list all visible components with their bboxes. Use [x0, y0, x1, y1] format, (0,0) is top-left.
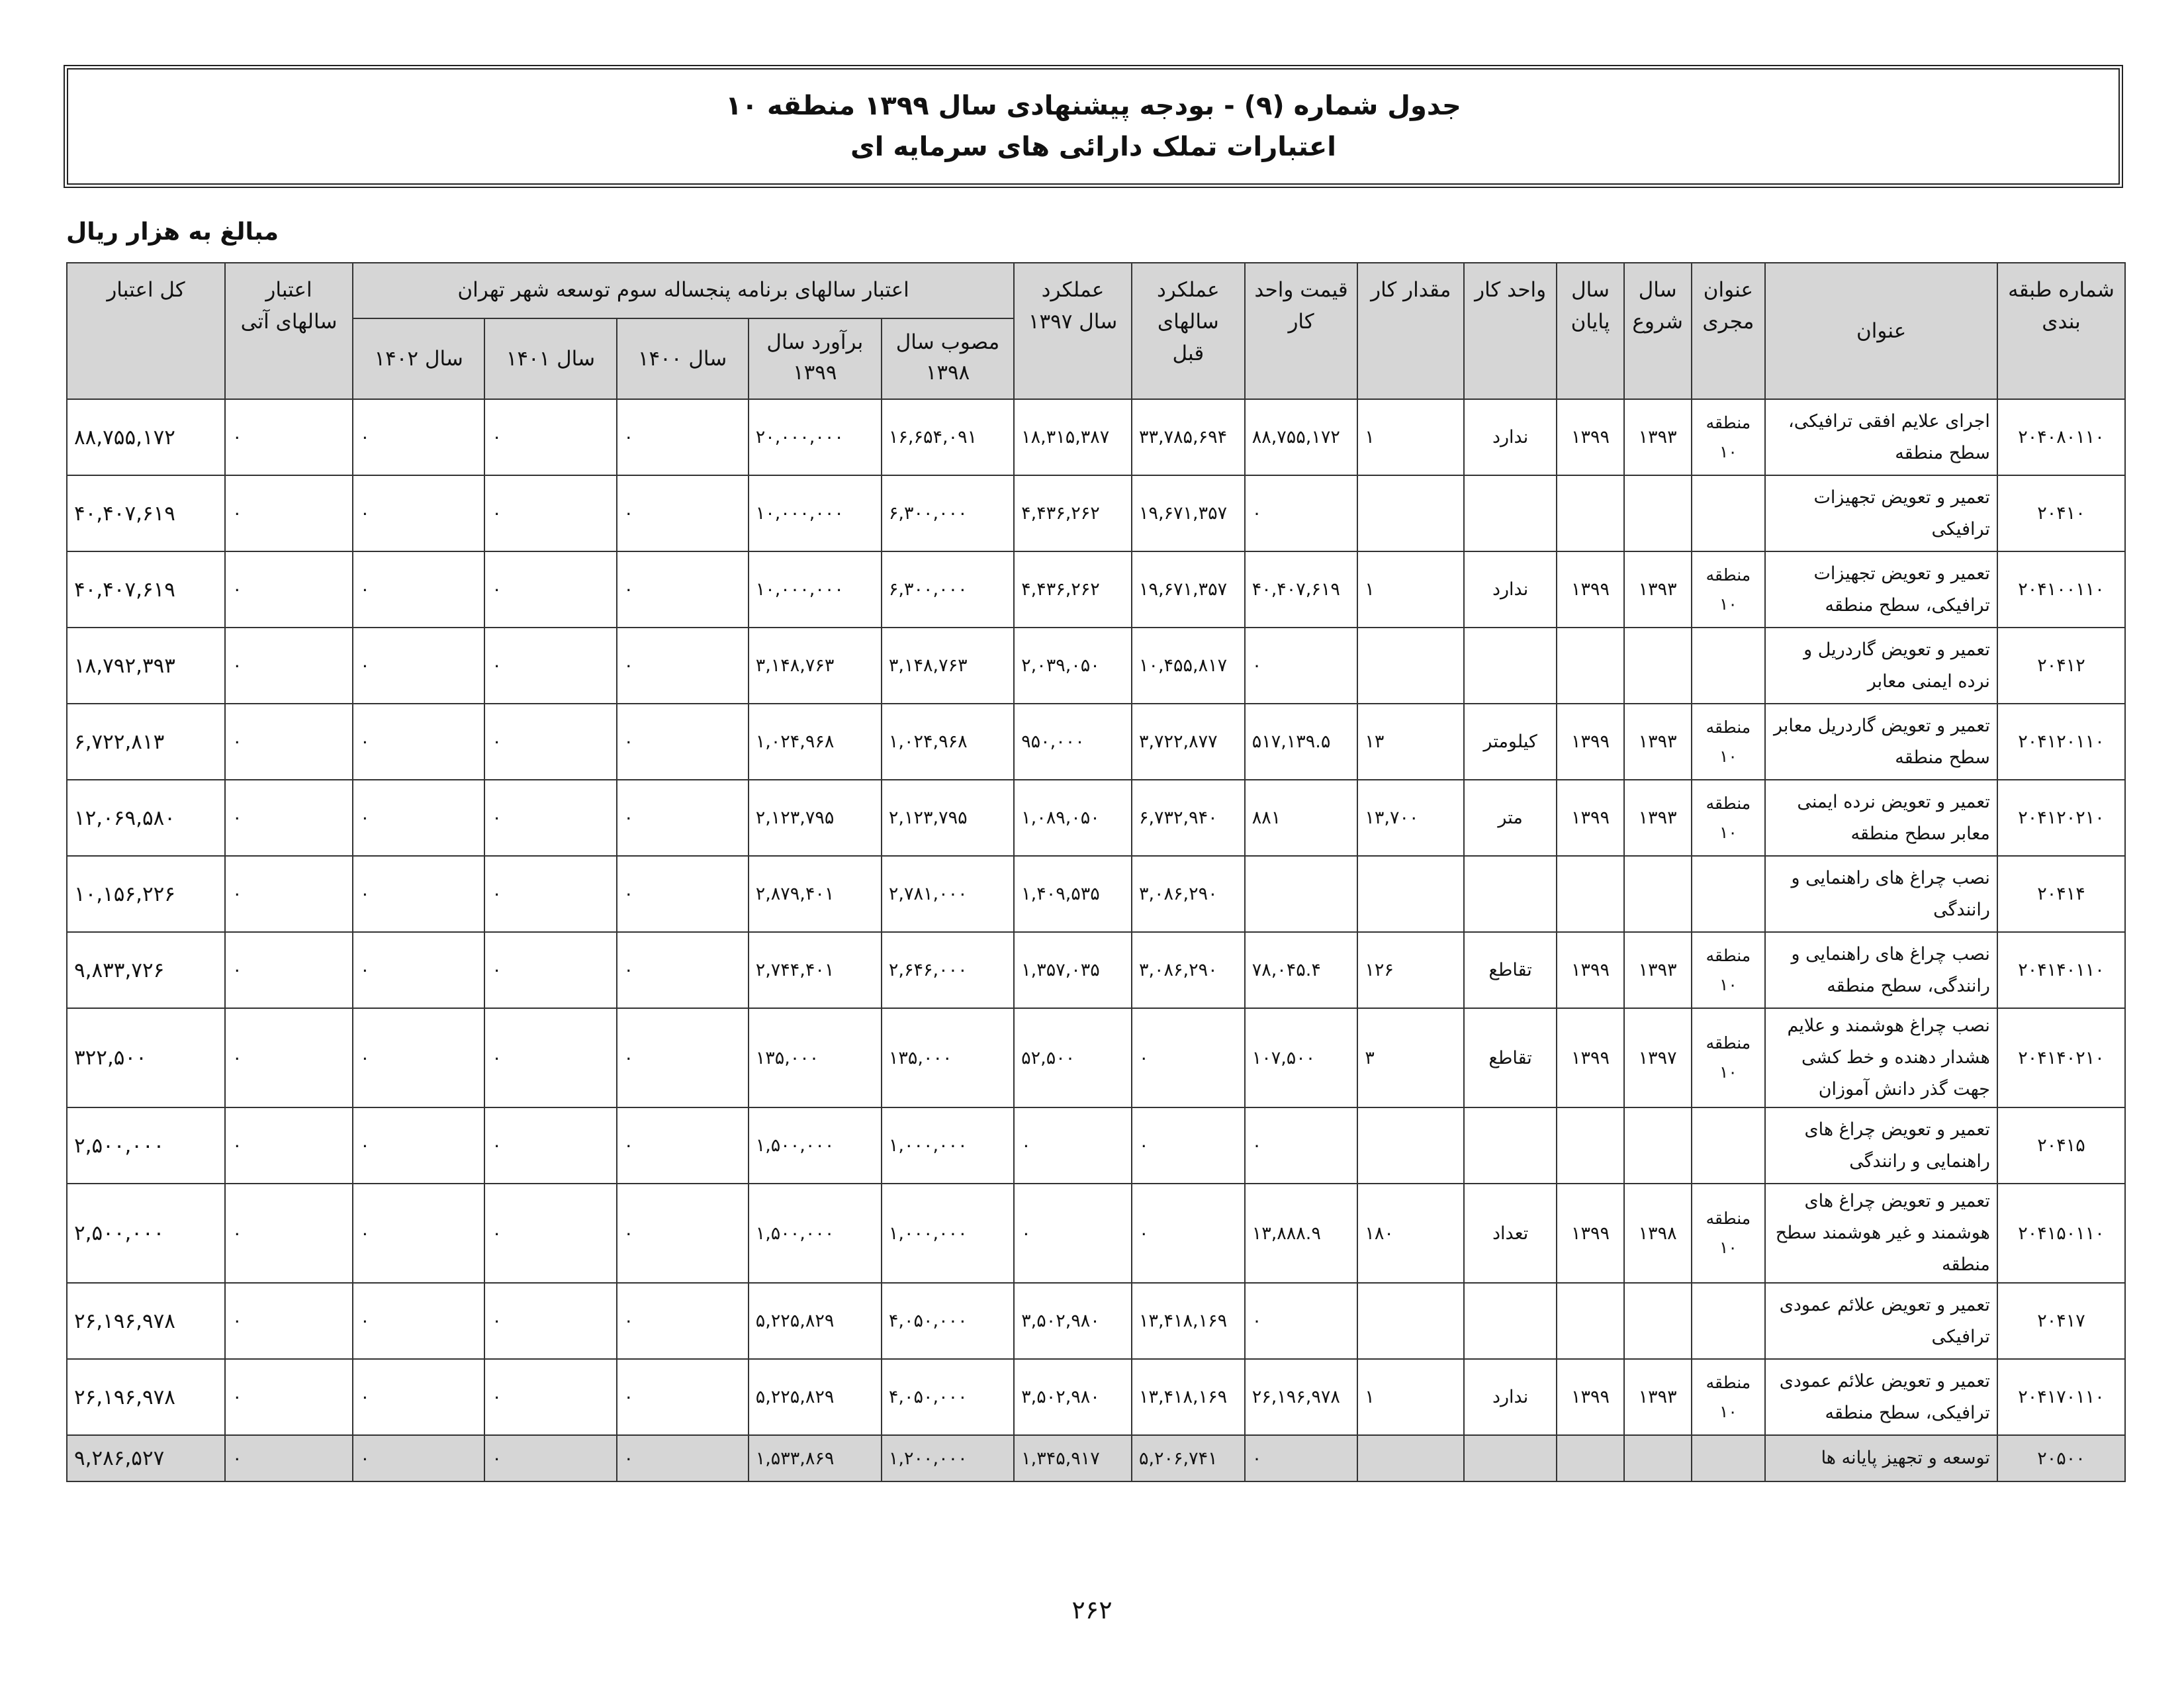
cell-year-1402: ۰ — [353, 551, 484, 628]
cell-year-1401: ۰ — [484, 1184, 616, 1283]
header-year-1402: سال ۱۴۰۲ — [353, 318, 484, 399]
cell-unit: کیلومتر — [1464, 704, 1557, 780]
cell-year-1402: ۰ — [353, 399, 484, 475]
cell-quantity: ۳ — [1357, 1008, 1464, 1107]
table-row — [67, 551, 2125, 628]
cell-future: ۰ — [225, 1435, 353, 1481]
cell-year-1400: ۰ — [617, 628, 749, 704]
cell-unit: تقاطع — [1464, 932, 1557, 1008]
cell-year-1401: ۰ — [484, 856, 616, 932]
header-executor: عنوان مجری — [1692, 263, 1766, 399]
table-row — [67, 1283, 2125, 1359]
cell-total: ۹,۲۸۶,۵۲۷ — [67, 1435, 225, 1481]
cell-start-year — [1624, 1283, 1692, 1359]
cell-total: ۱۰,۱۵۶,۲۲۶ — [67, 856, 225, 932]
cell-approved-1398: ۶,۳۰۰,۰۰۰ — [882, 475, 1014, 551]
cell-year-1401: ۰ — [484, 1008, 616, 1107]
header-plan-group: اعتبار سالهای برنامه پنجساله سوم توسعه شهر تهران — [353, 263, 1014, 318]
cell-year-1400: ۰ — [617, 399, 749, 475]
cell-prior-years: ۱۹,۶۷۱,۳۵۷ — [1132, 551, 1245, 628]
cell-unit-price — [1245, 856, 1358, 932]
cell-title: تعمیر و تعویض علائم عمودی ترافیکی — [1765, 1283, 1997, 1359]
cell-unit: متر — [1464, 780, 1557, 856]
cell-approved-1398: ۴,۰۵۰,۰۰۰ — [882, 1359, 1014, 1435]
cell-unit-price: ۵۱۷,۱۳۹.۵ — [1245, 704, 1358, 780]
cell-start-year: ۱۳۹۳ — [1624, 704, 1692, 780]
cell-executor: منطقه ۱۰ — [1692, 1184, 1766, 1283]
cell-year-1401: ۰ — [484, 780, 616, 856]
header-future: اعتبار سالهای آتی — [225, 263, 353, 399]
cell-code: ۲۰۴۱۵۰۱۱۰ — [1997, 1184, 2125, 1283]
cell-title: تعمیر و تعویض چراغ های راهنمایی و رانندگی — [1765, 1107, 1997, 1184]
cell-estimate-1399: ۱,۵۳۳,۸۶۹ — [749, 1435, 882, 1481]
cell-prior-years: ۱۰,۴۵۵,۸۱۷ — [1132, 628, 1245, 704]
cell-unit: تقاطع — [1464, 1008, 1557, 1107]
cell-end-year — [1557, 856, 1624, 932]
cell-end-year: ۱۳۹۹ — [1557, 399, 1624, 475]
cell-perf-1397: ۱۸,۳۱۵,۳۸۷ — [1014, 399, 1132, 475]
cell-year-1400: ۰ — [617, 1008, 749, 1107]
cell-future: ۰ — [225, 551, 353, 628]
cell-unit — [1464, 475, 1557, 551]
cell-year-1400: ۰ — [617, 780, 749, 856]
cell-total: ۲۶,۱۹۶,۹۷۸ — [67, 1283, 225, 1359]
cell-title: تعمیر و تعویض تجهیزات ترافیکی، سطح منطقه — [1765, 551, 1997, 628]
cell-quantity: ۱۸۰ — [1357, 1184, 1464, 1283]
cell-approved-1398: ۶,۳۰۰,۰۰۰ — [882, 551, 1014, 628]
header-quantity: مقدار کار — [1357, 263, 1464, 399]
cell-prior-years: ۰ — [1132, 1008, 1245, 1107]
cell-end-year — [1557, 1107, 1624, 1184]
table-row — [67, 1359, 2125, 1435]
cell-end-year: ۱۳۹۹ — [1557, 704, 1624, 780]
cell-perf-1397: ۹۵۰,۰۰۰ — [1014, 704, 1132, 780]
cell-code: ۲۰۴۱۲ — [1997, 628, 2125, 704]
cell-year-1400: ۰ — [617, 856, 749, 932]
cell-perf-1397: ۱,۴۰۹,۵۳۵ — [1014, 856, 1132, 932]
cell-unit: ندارد — [1464, 399, 1557, 475]
cell-unit-price: ۰ — [1245, 1283, 1358, 1359]
cell-total: ۱۲,۰۶۹,۵۸۰ — [67, 780, 225, 856]
cell-start-year — [1624, 475, 1692, 551]
cell-future: ۰ — [225, 704, 353, 780]
cell-approved-1398: ۱,۰۰۰,۰۰۰ — [882, 1107, 1014, 1184]
cell-year-1400: ۰ — [617, 1107, 749, 1184]
header-estimate-1399: برآورد سال ۱۳۹۹ — [749, 318, 882, 399]
cell-year-1401: ۰ — [484, 1435, 616, 1481]
cell-year-1401: ۰ — [484, 551, 616, 628]
cell-code: ۲۰۴۱۴۰۱۱۰ — [1997, 932, 2125, 1008]
cell-quantity — [1357, 1283, 1464, 1359]
cell-title: اجرای علایم افقی ترافیکی، سطح منطقه — [1765, 399, 1997, 475]
cell-year-1402: ۰ — [353, 1283, 484, 1359]
table-body — [67, 399, 2125, 1481]
cell-executor — [1692, 475, 1766, 551]
cell-code: ۲۰۴۱۰ — [1997, 475, 2125, 551]
cell-year-1402: ۰ — [353, 1359, 484, 1435]
cell-year-1401: ۰ — [484, 1283, 616, 1359]
cell-end-year — [1557, 475, 1624, 551]
cell-perf-1397: ۰ — [1014, 1184, 1132, 1283]
cell-executor — [1692, 628, 1766, 704]
document-subtitle: اعتبارات تملک دارائی های سرمایه ای — [850, 132, 1336, 162]
cell-unit: ندارد — [1464, 1359, 1557, 1435]
table-row — [67, 932, 2125, 1008]
table-row — [67, 704, 2125, 780]
cell-prior-years: ۱۹,۶۷۱,۳۵۷ — [1132, 475, 1245, 551]
cell-executor: منطقه ۱۰ — [1692, 780, 1766, 856]
cell-approved-1398: ۱۳۵,۰۰۰ — [882, 1008, 1014, 1107]
header-approved-1398: مصوب سال ۱۳۹۸ — [882, 318, 1014, 399]
document-title: جدول شماره (۹) - بودجه پیشنهادی سال ۱۳۹۹ منطقه ۱۰ — [725, 91, 1461, 121]
cell-year-1400: ۰ — [617, 1435, 749, 1481]
cell-unit — [1464, 1435, 1557, 1481]
cell-unit-price: ۱۰۷,۵۰۰ — [1245, 1008, 1358, 1107]
cell-year-1401: ۰ — [484, 932, 616, 1008]
cell-total: ۴۰,۴۰۷,۶۱۹ — [67, 551, 225, 628]
cell-year-1401: ۰ — [484, 1359, 616, 1435]
cell-executor — [1692, 1283, 1766, 1359]
cell-estimate-1399: ۲,۱۲۳,۷۹۵ — [749, 780, 882, 856]
cell-approved-1398: ۱,۲۰۰,۰۰۰ — [882, 1435, 1014, 1481]
cell-future: ۰ — [225, 399, 353, 475]
table-row — [67, 628, 2125, 704]
cell-total: ۲۶,۱۹۶,۹۷۸ — [67, 1359, 225, 1435]
cell-quantity: ۱۲۶ — [1357, 932, 1464, 1008]
header-unit: واحد کار — [1464, 263, 1557, 399]
cell-unit: تعداد — [1464, 1184, 1557, 1283]
cell-quantity: ۱ — [1357, 551, 1464, 628]
title-box — [64, 65, 2123, 188]
cell-future: ۰ — [225, 475, 353, 551]
cell-approved-1398: ۳,۱۴۸,۷۶۳ — [882, 628, 1014, 704]
cell-prior-years: ۱۳,۴۱۸,۱۶۹ — [1132, 1283, 1245, 1359]
cell-title: توسعه و تجهیز پایانه ها — [1765, 1435, 1997, 1481]
cell-prior-years: ۳,۷۲۲,۸۷۷ — [1132, 704, 1245, 780]
cell-executor — [1692, 1107, 1766, 1184]
cell-year-1402: ۰ — [353, 1008, 484, 1107]
cell-approved-1398: ۱,۰۲۴,۹۶۸ — [882, 704, 1014, 780]
cell-total: ۸۸,۷۵۵,۱۷۲ — [67, 399, 225, 475]
cell-executor: منطقه ۱۰ — [1692, 1008, 1766, 1107]
cell-code: ۲۰۴۱۲۰۱۱۰ — [1997, 704, 2125, 780]
table-row — [67, 1008, 2125, 1107]
cell-executor — [1692, 1435, 1766, 1481]
cell-estimate-1399: ۱۰,۰۰۰,۰۰۰ — [749, 475, 882, 551]
cell-quantity: ۱ — [1357, 1359, 1464, 1435]
cell-year-1402: ۰ — [353, 475, 484, 551]
cell-future: ۰ — [225, 1107, 353, 1184]
cell-year-1402: ۰ — [353, 780, 484, 856]
cell-estimate-1399: ۳,۱۴۸,۷۶۳ — [749, 628, 882, 704]
cell-future: ۰ — [225, 1008, 353, 1107]
cell-end-year: ۱۳۹۹ — [1557, 780, 1624, 856]
cell-title: تعمیر و تعویض علائم عمودی ترافیکی، سطح منطقه — [1765, 1359, 1997, 1435]
cell-approved-1398: ۱,۰۰۰,۰۰۰ — [882, 1184, 1014, 1283]
cell-year-1402: ۰ — [353, 1107, 484, 1184]
cell-prior-years: ۱۳,۴۱۸,۱۶۹ — [1132, 1359, 1245, 1435]
budget-table — [66, 262, 2126, 1482]
cell-end-year — [1557, 1283, 1624, 1359]
header-year-1400: سال ۱۴۰۰ — [617, 318, 749, 399]
cell-executor — [1692, 856, 1766, 932]
cell-year-1401: ۰ — [484, 1107, 616, 1184]
table-row — [67, 399, 2125, 475]
cell-future: ۰ — [225, 1184, 353, 1283]
cell-year-1400: ۰ — [617, 475, 749, 551]
cell-start-year: ۱۳۹۳ — [1624, 1359, 1692, 1435]
cell-future: ۰ — [225, 1283, 353, 1359]
cell-future: ۰ — [225, 1359, 353, 1435]
cell-total: ۶,۷۲۲,۸۱۳ — [67, 704, 225, 780]
cell-unit — [1464, 1283, 1557, 1359]
cell-quantity — [1357, 1107, 1464, 1184]
page-number: ۲۶۲ — [1071, 1595, 1113, 1624]
table-row — [67, 856, 2125, 932]
cell-year-1400: ۰ — [617, 932, 749, 1008]
cell-year-1402: ۰ — [353, 932, 484, 1008]
cell-code: ۲۰۴۱۰۰۱۱۰ — [1997, 551, 2125, 628]
cell-perf-1397: ۴,۴۳۶,۲۶۲ — [1014, 551, 1132, 628]
cell-estimate-1399: ۲,۷۴۴,۴۰۱ — [749, 932, 882, 1008]
cell-quantity: ۱۳ — [1357, 704, 1464, 780]
cell-year-1401: ۰ — [484, 475, 616, 551]
cell-start-year: ۱۳۹۳ — [1624, 780, 1692, 856]
cell-perf-1397: ۳,۵۰۲,۹۸۰ — [1014, 1359, 1132, 1435]
cell-end-year: ۱۳۹۹ — [1557, 1184, 1624, 1283]
cell-unit-price: ۴۰,۴۰۷,۶۱۹ — [1245, 551, 1358, 628]
cell-unit-price: ۰ — [1245, 1435, 1358, 1481]
cell-year-1400: ۰ — [617, 1359, 749, 1435]
cell-executor: منطقه ۱۰ — [1692, 399, 1766, 475]
cell-total: ۲,۵۰۰,۰۰۰ — [67, 1184, 225, 1283]
cell-future: ۰ — [225, 932, 353, 1008]
cell-estimate-1399: ۱,۵۰۰,۰۰۰ — [749, 1107, 882, 1184]
cell-unit-price: ۰ — [1245, 628, 1358, 704]
cell-perf-1397: ۱,۳۴۵,۹۱۷ — [1014, 1435, 1132, 1481]
cell-start-year: ۱۳۹۳ — [1624, 551, 1692, 628]
cell-perf-1397: ۱,۰۸۹,۰۵۰ — [1014, 780, 1132, 856]
cell-year-1402: ۰ — [353, 628, 484, 704]
cell-approved-1398: ۲,۶۴۶,۰۰۰ — [882, 932, 1014, 1008]
cell-end-year: ۱۳۹۹ — [1557, 1359, 1624, 1435]
cell-estimate-1399: ۱۳۵,۰۰۰ — [749, 1008, 882, 1107]
cell-title: تعمیر و تعویض تجهیزات ترافیکی — [1765, 475, 1997, 551]
cell-start-year: ۱۳۹۳ — [1624, 399, 1692, 475]
cell-year-1401: ۰ — [484, 628, 616, 704]
cell-year-1400: ۰ — [617, 551, 749, 628]
cell-estimate-1399: ۵,۲۲۵,۸۲۹ — [749, 1283, 882, 1359]
cell-perf-1397: ۰ — [1014, 1107, 1132, 1184]
cell-estimate-1399: ۲,۸۷۹,۴۰۱ — [749, 856, 882, 932]
cell-start-year — [1624, 856, 1692, 932]
cell-prior-years: ۵,۲۰۶,۷۴۱ — [1132, 1435, 1245, 1481]
cell-end-year: ۱۳۹۹ — [1557, 551, 1624, 628]
cell-title: نصب چراغ های راهنمایی و رانندگی، سطح منطقه — [1765, 932, 1997, 1008]
cell-end-year — [1557, 1435, 1624, 1481]
cell-year-1401: ۰ — [484, 704, 616, 780]
cell-code: ۲۰۴۱۵ — [1997, 1107, 2125, 1184]
header-start-year: سال شروع — [1624, 263, 1692, 399]
cell-total: ۳۲۲,۵۰۰ — [67, 1008, 225, 1107]
cell-approved-1398: ۴,۰۵۰,۰۰۰ — [882, 1283, 1014, 1359]
cell-prior-years: ۶,۷۳۲,۹۴۰ — [1132, 780, 1245, 856]
table-row — [67, 1435, 2125, 1481]
cell-executor: منطقه ۱۰ — [1692, 1359, 1766, 1435]
cell-unit-price: ۰ — [1245, 1107, 1358, 1184]
cell-estimate-1399: ۱۰,۰۰۰,۰۰۰ — [749, 551, 882, 628]
cell-unit-price: ۱۳,۸۸۸.۹ — [1245, 1184, 1358, 1283]
cell-quantity: ۱۳,۷۰۰ — [1357, 780, 1464, 856]
header-unit-price: قیمت واحد کار — [1245, 263, 1358, 399]
cell-total: ۹,۸۳۳,۷۲۶ — [67, 932, 225, 1008]
cell-unit-price: ۸۸,۷۵۵,۱۷۲ — [1245, 399, 1358, 475]
cell-future: ۰ — [225, 856, 353, 932]
cell-approved-1398: ۲,۷۸۱,۰۰۰ — [882, 856, 1014, 932]
cell-start-year: ۱۳۹۷ — [1624, 1008, 1692, 1107]
cell-title: نصب چراغ هوشمند و علایم هشدار دهنده و خط کشی جهت گذر دانش آموزان — [1765, 1008, 1997, 1107]
cell-perf-1397: ۵۲,۵۰۰ — [1014, 1008, 1132, 1107]
table-row — [67, 1184, 2125, 1283]
cell-code: ۲۰۴۱۷۰۱۱۰ — [1997, 1359, 2125, 1435]
unit-note: مبالغ به هزار ریال — [66, 218, 279, 246]
cell-code: ۲۰۴۱۴۰۲۱۰ — [1997, 1008, 2125, 1107]
cell-start-year — [1624, 1435, 1692, 1481]
cell-title: تعمیر و تعویض گاردریل معابر سطح منطقه — [1765, 704, 1997, 780]
header-title: عنوان — [1765, 263, 1997, 399]
cell-start-year — [1624, 628, 1692, 704]
cell-title: نصب چراغ های راهنمایی و رانندگی — [1765, 856, 1997, 932]
cell-code: ۲۰۴۱۷ — [1997, 1283, 2125, 1359]
cell-perf-1397: ۱,۳۵۷,۰۳۵ — [1014, 932, 1132, 1008]
cell-end-year — [1557, 628, 1624, 704]
cell-quantity — [1357, 475, 1464, 551]
cell-estimate-1399: ۲۰,۰۰۰,۰۰۰ — [749, 399, 882, 475]
cell-code: ۲۰۵۰۰ — [1997, 1435, 2125, 1481]
cell-quantity: ۱ — [1357, 399, 1464, 475]
header-year-1401: سال ۱۴۰۱ — [484, 318, 616, 399]
table-row — [67, 475, 2125, 551]
cell-year-1402: ۰ — [353, 856, 484, 932]
cell-unit: ندارد — [1464, 551, 1557, 628]
cell-code: ۲۰۴۱۲۰۲۱۰ — [1997, 780, 2125, 856]
cell-approved-1398: ۲,۱۲۳,۷۹۵ — [882, 780, 1014, 856]
cell-unit — [1464, 1107, 1557, 1184]
cell-code: ۲۰۴۱۴ — [1997, 856, 2125, 932]
cell-total: ۱۸,۷۹۲,۳۹۳ — [67, 628, 225, 704]
cell-quantity — [1357, 628, 1464, 704]
cell-start-year: ۱۳۹۸ — [1624, 1184, 1692, 1283]
cell-perf-1397: ۴,۴۳۶,۲۶۲ — [1014, 475, 1132, 551]
cell-unit — [1464, 628, 1557, 704]
cell-title: تعمیر و تعویض چراغ های هوشمند و غیر هوشمند سطح منطقه — [1765, 1184, 1997, 1283]
cell-quantity — [1357, 856, 1464, 932]
cell-unit-price: ۸۸۱ — [1245, 780, 1358, 856]
cell-year-1401: ۰ — [484, 399, 616, 475]
cell-future: ۰ — [225, 628, 353, 704]
cell-perf-1397: ۲,۰۳۹,۰۵۰ — [1014, 628, 1132, 704]
cell-perf-1397: ۳,۵۰۲,۹۸۰ — [1014, 1283, 1132, 1359]
cell-quantity — [1357, 1435, 1464, 1481]
cell-year-1402: ۰ — [353, 1184, 484, 1283]
cell-estimate-1399: ۱,۰۲۴,۹۶۸ — [749, 704, 882, 780]
cell-start-year: ۱۳۹۳ — [1624, 932, 1692, 1008]
cell-executor: منطقه ۱۰ — [1692, 704, 1766, 780]
table-row — [67, 780, 2125, 856]
cell-executor: منطقه ۱۰ — [1692, 551, 1766, 628]
cell-year-1402: ۰ — [353, 1435, 484, 1481]
cell-prior-years: ۰ — [1132, 1184, 1245, 1283]
cell-estimate-1399: ۱,۵۰۰,۰۰۰ — [749, 1184, 882, 1283]
cell-end-year: ۱۳۹۹ — [1557, 932, 1624, 1008]
cell-total: ۴۰,۴۰۷,۶۱۹ — [67, 475, 225, 551]
cell-unit-price: ۷۸,۰۴۵.۴ — [1245, 932, 1358, 1008]
header-perf-1397: عملکرد سال ۱۳۹۷ — [1014, 263, 1132, 399]
cell-title: تعمیر و تعویض گاردریل و نرده ایمنی معابر — [1765, 628, 1997, 704]
header-code: شماره طبقه بندی — [1997, 263, 2125, 399]
cell-year-1400: ۰ — [617, 1184, 749, 1283]
cell-title: تعمیر و تعویض نرده ایمنی معابر سطح منطقه — [1765, 780, 1997, 856]
cell-approved-1398: ۱۶,۶۵۴,۰۹۱ — [882, 399, 1014, 475]
header-total: کل اعتبار — [67, 263, 225, 399]
header-prior-years: عملکرد سالهای قبل — [1132, 263, 1245, 399]
header-end-year: سال پایان — [1557, 263, 1624, 399]
cell-end-year: ۱۳۹۹ — [1557, 1008, 1624, 1107]
cell-future: ۰ — [225, 780, 353, 856]
cell-unit-price: ۲۶,۱۹۶,۹۷۸ — [1245, 1359, 1358, 1435]
cell-code: ۲۰۴۰۸۰۱۱۰ — [1997, 399, 2125, 475]
cell-year-1400: ۰ — [617, 704, 749, 780]
cell-start-year — [1624, 1107, 1692, 1184]
cell-prior-years: ۳,۰۸۶,۲۹۰ — [1132, 856, 1245, 932]
cell-total: ۲,۵۰۰,۰۰۰ — [67, 1107, 225, 1184]
cell-year-1400: ۰ — [617, 1283, 749, 1359]
cell-prior-years: ۰ — [1132, 1107, 1245, 1184]
cell-unit — [1464, 856, 1557, 932]
cell-unit-price: ۰ — [1245, 475, 1358, 551]
cell-prior-years: ۳۳,۷۸۵,۶۹۴ — [1132, 399, 1245, 475]
cell-estimate-1399: ۵,۲۲۵,۸۲۹ — [749, 1359, 882, 1435]
cell-executor: منطقه ۱۰ — [1692, 932, 1766, 1008]
table-row — [67, 1107, 2125, 1184]
cell-prior-years: ۳,۰۸۶,۲۹۰ — [1132, 932, 1245, 1008]
cell-year-1402: ۰ — [353, 704, 484, 780]
